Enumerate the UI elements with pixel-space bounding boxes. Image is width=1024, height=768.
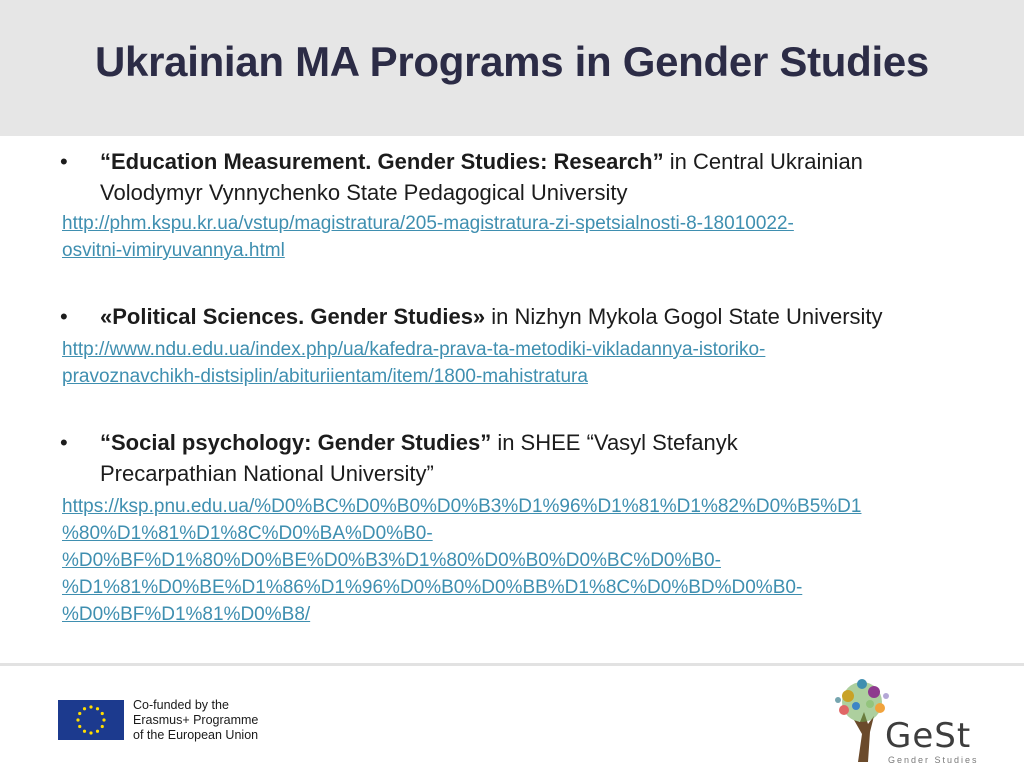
eu-star-icon (89, 705, 92, 708)
link-line[interactable]: https://ksp.pnu.edu.ua/%D0%BC%D0%B0%D0%B3%D1%96%D1%81%D1%82%D0%B5%D1 (62, 496, 862, 517)
program-link-1[interactable] (62, 210, 992, 264)
eu-star-icon (101, 712, 104, 715)
program-item-2 (60, 301, 980, 332)
eu-star-icon (102, 718, 105, 721)
link-line[interactable]: %D0%BF%D1%81%D0%B8/ (62, 604, 311, 625)
tree-leaves (835, 679, 889, 722)
eu-star-icon (96, 707, 99, 710)
program-institution: in Nizhyn Mykola Gogol State University (485, 304, 883, 329)
footer-divider (0, 663, 1024, 666)
eu-star-icon (101, 725, 104, 728)
slide-title: Ukrainian MA Programs in Gender Studies (95, 38, 929, 85)
gest-logo-text: GeSt (885, 716, 972, 756)
link-line[interactable]: http://www.ndu.edu.ua/index.php/ua/kafedra-prava-ta-metodiki-vikladannya-istoriko- (62, 339, 766, 360)
link-line[interactable]: %D1%81%D0%BE%D1%86%D1%96%D0%B0%D0%BB%D1%8C%D0%BD%D0%B0- (62, 577, 803, 598)
eu-star-icon (96, 730, 99, 733)
program-name: “Education Measurement. Gender Studies: Research” (100, 149, 664, 174)
link-line[interactable]: http://phm.kspu.kr.ua/vstup/magistratura/205-magistratura-zi-spetsialnosti-8-18010022- (62, 213, 794, 234)
link-line[interactable]: %80%D1%81%D1%8C%D0%BA%D0%B0- (62, 523, 433, 544)
bullet-icon: • (60, 430, 68, 455)
eu-star-icon (78, 725, 81, 728)
eu-flag-icon (58, 700, 124, 740)
link-line[interactable]: pravoznavchikh-distsiplin/abituriientam/item/1800-mahistratura (62, 366, 588, 387)
program-item-1 (60, 146, 980, 208)
program-name: «Political Sciences. Gender Studies» (100, 304, 486, 329)
program-item-3 (60, 427, 980, 489)
eu-text-line: of the European Union (133, 728, 259, 742)
eu-text-line: Co-funded by the (133, 698, 229, 712)
program-link-3[interactable] (62, 493, 992, 628)
program-institution: in SHEE “Vasyl Stefanyk (491, 430, 738, 455)
bullet-icon: • (60, 304, 68, 329)
erasmus-cofunded-text (133, 698, 303, 743)
program-link-2[interactable] (62, 336, 992, 390)
program-institution-cont: Volodymyr Vynnychenko State Pedagogical University (100, 180, 628, 205)
program-name: “Social psychology: Gender Studies” (100, 430, 492, 455)
eu-star-icon (78, 712, 81, 715)
eu-star-icon (83, 730, 86, 733)
eu-star-icon (83, 707, 86, 710)
eu-star-icon (89, 731, 92, 734)
program-institution-cont: Precarpathian National University” (100, 461, 434, 486)
program-institution: in Central Ukrainian (663, 149, 863, 174)
bullet-icon: • (60, 149, 68, 174)
link-line[interactable]: osvitni-vimiryuvannya.html (62, 240, 285, 261)
eu-star-icon (76, 718, 79, 721)
gest-logo-subtitle: Gender Studies (888, 755, 979, 765)
link-line[interactable]: %D0%BF%D1%80%D0%BE%D0%B3%D1%80%D0%B0%D0%BC%D0%B0- (62, 550, 721, 571)
eu-text-line: Erasmus+ Programme (133, 713, 259, 727)
